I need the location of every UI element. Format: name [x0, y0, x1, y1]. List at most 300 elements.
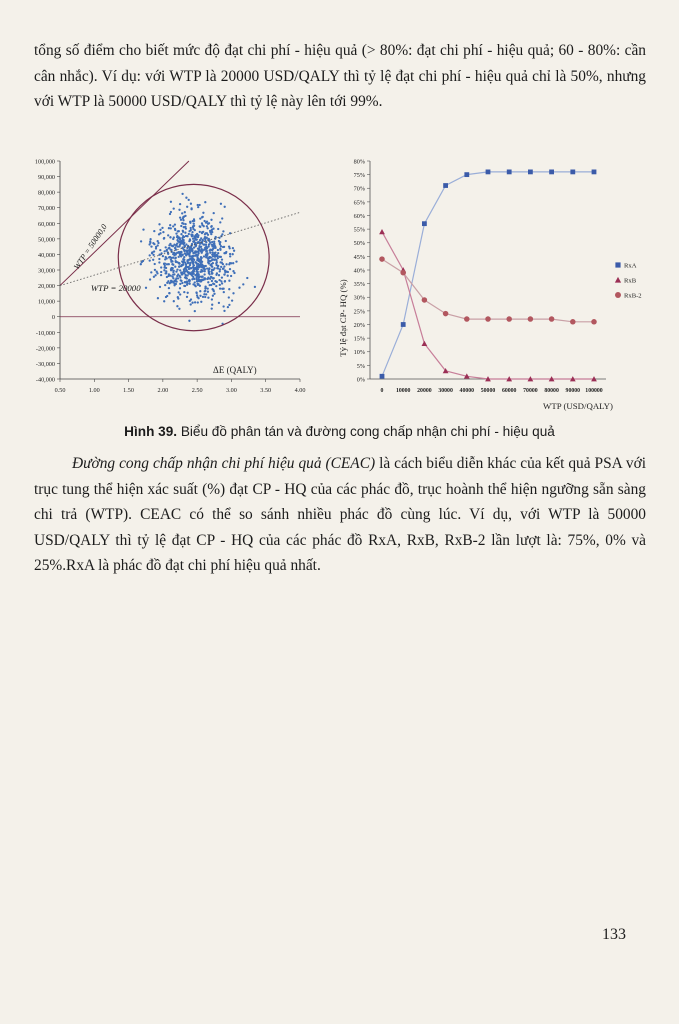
- scatter-point: [182, 235, 184, 237]
- ceac-x-tick-label: 70000: [523, 388, 538, 394]
- ceac-point-rxb-2: [528, 316, 534, 322]
- scatter-point: [191, 235, 193, 237]
- scatter-plot: [22, 155, 322, 405]
- ceac-y-tick-label: 5%: [356, 362, 365, 370]
- scatter-point: [179, 283, 181, 285]
- scatter-point: [197, 266, 199, 268]
- scatter-point: [197, 268, 199, 270]
- scatter-point: [228, 304, 230, 306]
- scatter-point: [184, 226, 186, 228]
- scatter-point: [183, 242, 185, 244]
- scatter-point: [192, 240, 194, 242]
- scatter-point: [168, 256, 170, 258]
- figure-label: Hình 39.: [124, 424, 178, 439]
- scatter-point: [217, 249, 219, 251]
- scatter-point: [191, 302, 193, 304]
- scatter-point: [165, 256, 167, 258]
- scatter-point: [158, 261, 160, 263]
- scatter-point: [168, 273, 170, 275]
- scatter-point: [185, 249, 187, 251]
- scatter-point: [192, 270, 194, 272]
- scatter-point: [238, 287, 240, 289]
- scatter-point: [204, 270, 206, 272]
- scatter-point: [183, 256, 185, 258]
- scatter-point: [218, 274, 220, 276]
- scatter-point: [169, 224, 171, 226]
- scatter-point: [204, 248, 206, 250]
- scatter-point: [192, 255, 194, 257]
- scatter-point: [189, 222, 191, 224]
- scatter-point: [217, 228, 219, 230]
- scatter-point: [176, 305, 178, 307]
- scatter-point: [220, 266, 222, 268]
- scatter-point: [170, 227, 172, 229]
- scatter-point: [230, 275, 232, 277]
- scatter-point: [200, 301, 202, 303]
- scatter-point: [209, 252, 211, 254]
- scatter-point: [177, 237, 179, 239]
- scatter-point: [168, 247, 170, 249]
- scatter-point: [213, 241, 215, 243]
- scatter-point: [184, 232, 186, 234]
- ceac-y-tick-label: 35%: [353, 281, 365, 289]
- scatter-point: [182, 258, 184, 260]
- ceac-point-rxb-2: [549, 316, 555, 322]
- ceac-point-rxa: [528, 170, 533, 175]
- scatter-point: [181, 260, 183, 262]
- scatter-point: [175, 270, 177, 272]
- scatter-point: [197, 275, 199, 277]
- scatter-point: [153, 276, 155, 278]
- scatter-point: [211, 298, 213, 300]
- scatter-point: [179, 293, 181, 295]
- legend-marker-rxb: [615, 277, 621, 283]
- scatter-point: [208, 257, 210, 259]
- scatter-point: [203, 293, 205, 295]
- scatter-point: [142, 228, 144, 230]
- scatter-point: [181, 212, 183, 214]
- scatter-point: [205, 232, 207, 234]
- scatter-point: [201, 222, 203, 224]
- scatter-point: [178, 265, 180, 267]
- scatter-point: [162, 255, 164, 257]
- scatter-point: [190, 298, 192, 300]
- ceac-point-rxb-2: [379, 256, 385, 262]
- scatter-point: [156, 272, 158, 274]
- scatter-point: [208, 271, 210, 273]
- ceac-paragraph: [34, 451, 646, 579]
- scatter-point: [184, 253, 186, 255]
- scatter-point: [173, 300, 175, 302]
- ceac-y-tick-label: 0%: [356, 376, 365, 384]
- scatter-point: [184, 211, 186, 213]
- scatter-point: [206, 237, 208, 239]
- scatter-point: [197, 259, 199, 261]
- scatter-point: [173, 254, 175, 256]
- scatter-point: [206, 225, 208, 227]
- scatter-point: [228, 280, 230, 282]
- scatter-point: [158, 258, 160, 260]
- scatter-point: [204, 296, 206, 298]
- scatter-point: [216, 261, 218, 263]
- scatter-point: [207, 281, 209, 283]
- scatter-point: [183, 285, 185, 287]
- scatter-point: [182, 239, 184, 241]
- scatter-point: [179, 203, 181, 205]
- scatter-point: [174, 223, 176, 225]
- scatter-point: [197, 301, 199, 303]
- scatter-point: [202, 296, 204, 298]
- scatter-point: [221, 233, 223, 235]
- ceac-x-tick-label: 100000: [585, 388, 603, 394]
- ceac-point-rxb-2: [464, 316, 470, 322]
- scatter-point: [180, 233, 182, 235]
- scatter-point: [180, 251, 182, 253]
- scatter-point: [140, 263, 142, 265]
- scatter-point: [149, 254, 151, 256]
- scatter-point: [206, 220, 208, 222]
- ceac-point-rxa: [464, 172, 469, 177]
- scatter-point: [223, 310, 225, 312]
- scatter-point: [165, 272, 167, 274]
- scatter-y-tick-label: -10,000: [35, 329, 55, 337]
- scatter-point: [175, 283, 177, 285]
- scatter-point: [171, 260, 173, 262]
- scatter-point: [190, 303, 192, 305]
- scatter-point: [188, 259, 190, 261]
- scatter-point: [214, 246, 216, 248]
- scatter-point: [222, 246, 224, 248]
- scatter-point: [192, 220, 194, 222]
- figure-caption-text: Biểu đồ phân tán và đường cong chấp nhận chi phí - hiệu quả: [177, 424, 555, 439]
- scatter-x-tick-label: 3.00: [226, 387, 237, 394]
- scatter-point: [179, 287, 181, 289]
- scatter-point: [168, 287, 170, 289]
- scatter-point: [188, 233, 190, 235]
- scatter-point: [223, 273, 225, 275]
- scatter-point: [157, 244, 159, 246]
- scatter-point: [224, 280, 226, 282]
- scatter-point: [174, 257, 176, 259]
- scatter-point: [163, 250, 165, 252]
- scatter-point: [169, 282, 171, 284]
- scatter-point: [208, 273, 210, 275]
- scatter-point: [173, 273, 175, 275]
- scatter-point: [187, 292, 189, 294]
- scatter-x-tick-label: 1.00: [88, 387, 100, 394]
- scatter-point: [224, 206, 226, 208]
- ceac-x-tick-label: 60000: [501, 388, 517, 394]
- scatter-point: [233, 250, 235, 252]
- scatter-point: [186, 206, 188, 208]
- scatter-point: [211, 269, 213, 271]
- ceac-y-tick-label: 10%: [353, 349, 365, 357]
- scatter-point: [195, 251, 197, 253]
- scatter-point: [192, 258, 194, 260]
- scatter-x-tick-label: 2.50: [191, 387, 203, 394]
- ceac-point-rxb-2: [570, 319, 576, 325]
- scatter-point: [207, 287, 209, 289]
- scatter-point: [211, 265, 213, 267]
- scatter-point: [201, 216, 203, 218]
- scatter-point: [203, 225, 205, 227]
- scatter-point: [211, 241, 213, 243]
- scatter-point: [149, 259, 151, 261]
- scatter-point: [200, 237, 202, 239]
- scatter-point: [188, 230, 190, 232]
- scatter-point: [202, 212, 204, 214]
- scatter-point: [209, 230, 211, 232]
- ceac-line-rxa: [382, 172, 594, 376]
- scatter-x-tick-label: 1.50: [123, 387, 134, 394]
- ceac-point-rxa: [443, 183, 448, 188]
- scatter-point: [179, 276, 181, 278]
- scatter-point: [211, 304, 213, 306]
- scatter-point: [180, 219, 182, 221]
- scatter-point: [182, 216, 184, 218]
- scatter-point: [228, 296, 230, 298]
- scatter-point: [197, 297, 199, 299]
- scatter-point: [212, 255, 214, 257]
- ceac-line-rxb: [382, 232, 594, 379]
- scatter-point: [160, 271, 162, 273]
- ceac-chart: [330, 155, 660, 415]
- scatter-point: [186, 247, 188, 249]
- scatter-point: [145, 287, 147, 289]
- ceac-point-rxa: [486, 170, 491, 175]
- scatter-point: [178, 230, 180, 232]
- scatter-point: [215, 285, 217, 287]
- scatter-point: [217, 267, 219, 269]
- scatter-point: [192, 238, 194, 240]
- scatter-point: [232, 262, 234, 264]
- scatter-point: [221, 288, 223, 290]
- scatter-point: [217, 252, 219, 254]
- scatter-point: [168, 244, 170, 246]
- scatter-y-tick-label: 50,000: [37, 236, 55, 244]
- scatter-point: [213, 283, 215, 285]
- scatter-point: [203, 220, 205, 222]
- scatter-y-tick-label: -30,000: [35, 360, 55, 368]
- scatter-point: [211, 249, 213, 251]
- scatter-point: [172, 281, 174, 283]
- scatter-point: [197, 283, 199, 285]
- scatter-point: [200, 256, 202, 258]
- scatter-point: [162, 231, 164, 233]
- scatter-point: [152, 254, 154, 256]
- scatter-point: [218, 240, 220, 242]
- scatter-point: [185, 235, 187, 237]
- scatter-point: [201, 248, 203, 250]
- ceac-point-rxa: [401, 322, 406, 327]
- scatter-point: [152, 242, 154, 244]
- scatter-point: [179, 216, 181, 218]
- scatter-point: [176, 261, 178, 263]
- confidence-ellipse: [118, 184, 269, 330]
- scatter-point: [195, 285, 197, 287]
- scatter-point: [214, 252, 216, 254]
- ceac-point-rxb-2: [443, 311, 449, 317]
- scatter-point: [168, 263, 170, 265]
- scatter-point: [188, 279, 190, 281]
- scatter-point: [211, 231, 213, 233]
- scatter-point: [157, 297, 159, 299]
- scatter-point: [199, 231, 201, 233]
- scatter-point: [213, 277, 215, 279]
- scatter-point: [188, 268, 190, 270]
- scatter-point: [149, 240, 151, 242]
- scatter-point: [229, 247, 231, 249]
- scatter-x-label: ΔE (QALY): [213, 364, 257, 375]
- scatter-point: [227, 306, 229, 308]
- scatter-point: [208, 267, 210, 269]
- scatter-point: [181, 193, 183, 195]
- scatter-point: [194, 238, 196, 240]
- ceac-point-rxa: [380, 374, 385, 379]
- scatter-point: [163, 269, 165, 271]
- scatter-point: [216, 255, 218, 257]
- scatter-point: [207, 223, 209, 225]
- scatter-point: [177, 240, 179, 242]
- scatter-y-tick-label: 90,000: [37, 174, 55, 182]
- scatter-point: [224, 269, 226, 271]
- scatter-point: [178, 209, 180, 211]
- scatter-point: [196, 280, 198, 282]
- scatter-point: [188, 320, 190, 322]
- scatter-point: [210, 219, 212, 221]
- scatter-point: [219, 284, 221, 286]
- scatter-point: [218, 302, 220, 304]
- ceac-y-tick-label: 60%: [353, 212, 365, 220]
- scatter-point: [198, 249, 200, 251]
- scatter-point: [180, 255, 182, 257]
- scatter-point: [158, 233, 160, 235]
- scatter-y-tick-label: 20,000: [37, 283, 55, 291]
- ceac-point-rxa: [507, 170, 512, 175]
- scatter-x-tick-label: 0.50: [54, 387, 66, 394]
- scatter-point: [165, 246, 167, 248]
- ceac-y-label: Tỷ lệ đạt CP- HQ (%): [338, 279, 348, 357]
- wtp-20000-label: WTP = 20000: [90, 283, 141, 294]
- scatter-point: [200, 264, 202, 266]
- scatter-point: [222, 305, 224, 307]
- scatter-point: [216, 272, 218, 274]
- scatter-point: [181, 273, 183, 275]
- scatter-point: [206, 250, 208, 252]
- scatter-point: [192, 263, 194, 265]
- scatter-point: [205, 256, 207, 258]
- scatter-point: [180, 279, 182, 281]
- scatter-point: [178, 262, 180, 264]
- scatter-point: [187, 262, 189, 264]
- scatter-point: [254, 286, 256, 288]
- ceac-y-tick-label: 70%: [353, 185, 365, 193]
- scatter-point: [191, 243, 193, 245]
- scatter-y-tick-label: 40,000: [37, 251, 55, 259]
- scatter-point: [154, 263, 156, 265]
- scatter-point: [149, 238, 151, 240]
- scatter-point: [174, 246, 176, 248]
- scatter-point: [149, 278, 151, 280]
- scatter-point: [188, 240, 190, 242]
- scatter-point: [173, 252, 175, 254]
- scatter-point: [179, 244, 181, 246]
- wtp-20000-line: [60, 212, 300, 285]
- scatter-point: [195, 254, 197, 256]
- scatter-point: [225, 263, 227, 265]
- scatter-point: [172, 271, 174, 273]
- scatter-point: [222, 230, 224, 232]
- scatter-point: [204, 290, 206, 292]
- scatter-y-tick-label: 60,000: [37, 220, 55, 228]
- scatter-point: [172, 257, 174, 259]
- scatter-point: [199, 258, 201, 260]
- scatter-point: [191, 249, 193, 251]
- ceac-point-rxb: [379, 229, 385, 234]
- scatter-point: [185, 197, 187, 199]
- scatter-y-tick-label: 10,000: [37, 298, 55, 306]
- scatter-point: [219, 256, 221, 258]
- scatter-point: [171, 263, 173, 265]
- scatter-y-tick-label: 80,000: [37, 189, 55, 197]
- scatter-point: [163, 263, 165, 265]
- legend-label-rxb: RxB: [624, 277, 637, 285]
- scatter-y-tick-label: 100,000: [34, 158, 55, 166]
- ceac-x-tick-label: 0: [380, 388, 384, 394]
- scatter-point: [207, 291, 209, 293]
- scatter-point: [202, 231, 204, 233]
- ceac-y-tick-label: 45%: [353, 253, 365, 261]
- scatter-point: [213, 212, 215, 214]
- scatter-point: [196, 294, 198, 296]
- scatter-point: [195, 278, 197, 280]
- scatter-point: [229, 255, 231, 257]
- scatter-point: [148, 243, 150, 245]
- legend-label-rxb-2: RxB-2: [624, 292, 642, 300]
- ceac-paragraph-text: là cách biểu diễn khác của kết quả PSA với trục tung thể hiện xác suất (%) đạt CP - HQ của các phác đồ, trục hoành thể hiện ngưỡng sẵn sàng chi trả (WTP). CEAC có thể so sánh nhiều phác đồ cùng lúc. Ví dụ, với WTP là 50000 USD/QALY thì tỷ lệ đạt CP - HQ của các phác đồ RxA, RxB, RxB-2 lần lượt là: 75%, 0% và 25%.RxA là phác đồ đạt chi phí hiệu quả nhất.: [34, 455, 646, 575]
- scatter-point: [210, 276, 212, 278]
- scatter-point: [184, 276, 186, 278]
- scatter-x-tick-label: 3.50: [260, 387, 272, 394]
- scatter-point: [188, 251, 190, 253]
- scatter-point: [190, 203, 192, 205]
- scatter-point: [212, 289, 214, 291]
- scatter-point: [184, 223, 186, 225]
- scatter-point: [207, 234, 209, 236]
- scatter-point: [175, 280, 177, 282]
- scatter-point: [170, 211, 172, 213]
- scatter-point: [193, 222, 195, 224]
- intro-paragraph: tổng số điểm cho biết mức độ đạt chi phí - hiệu quả (> 80%: đạt chi phí - hiệu quả; 60 - 80%: cần cân nhắc). Ví dụ: với WTP là 20000 USD/QALY thì tỷ lệ đạt chi phí - hiệu quả chỉ là 50%, nhưng với WTP là 50000 USD/QALY thì tỷ lệ này lên tới 99%.: [34, 42, 646, 111]
- scatter-point: [200, 251, 202, 253]
- scatter-point: [164, 284, 166, 286]
- scatter-point: [225, 240, 227, 242]
- scatter-point: [150, 245, 152, 247]
- scatter-point: [219, 243, 221, 245]
- scatter-point: [170, 258, 172, 260]
- scatter-point: [211, 225, 213, 227]
- scatter-point: [178, 256, 180, 258]
- scatter-point: [207, 227, 209, 229]
- scatter-point: [227, 271, 229, 273]
- scatter-point: [202, 243, 204, 245]
- scatter-point: [151, 252, 153, 254]
- scatter-point: [163, 300, 165, 302]
- ceac-x-tick-label: 90000: [565, 388, 581, 394]
- scatter-point: [173, 207, 175, 209]
- ceac-point-rxb-2: [400, 270, 406, 276]
- scatter-point: [242, 283, 244, 285]
